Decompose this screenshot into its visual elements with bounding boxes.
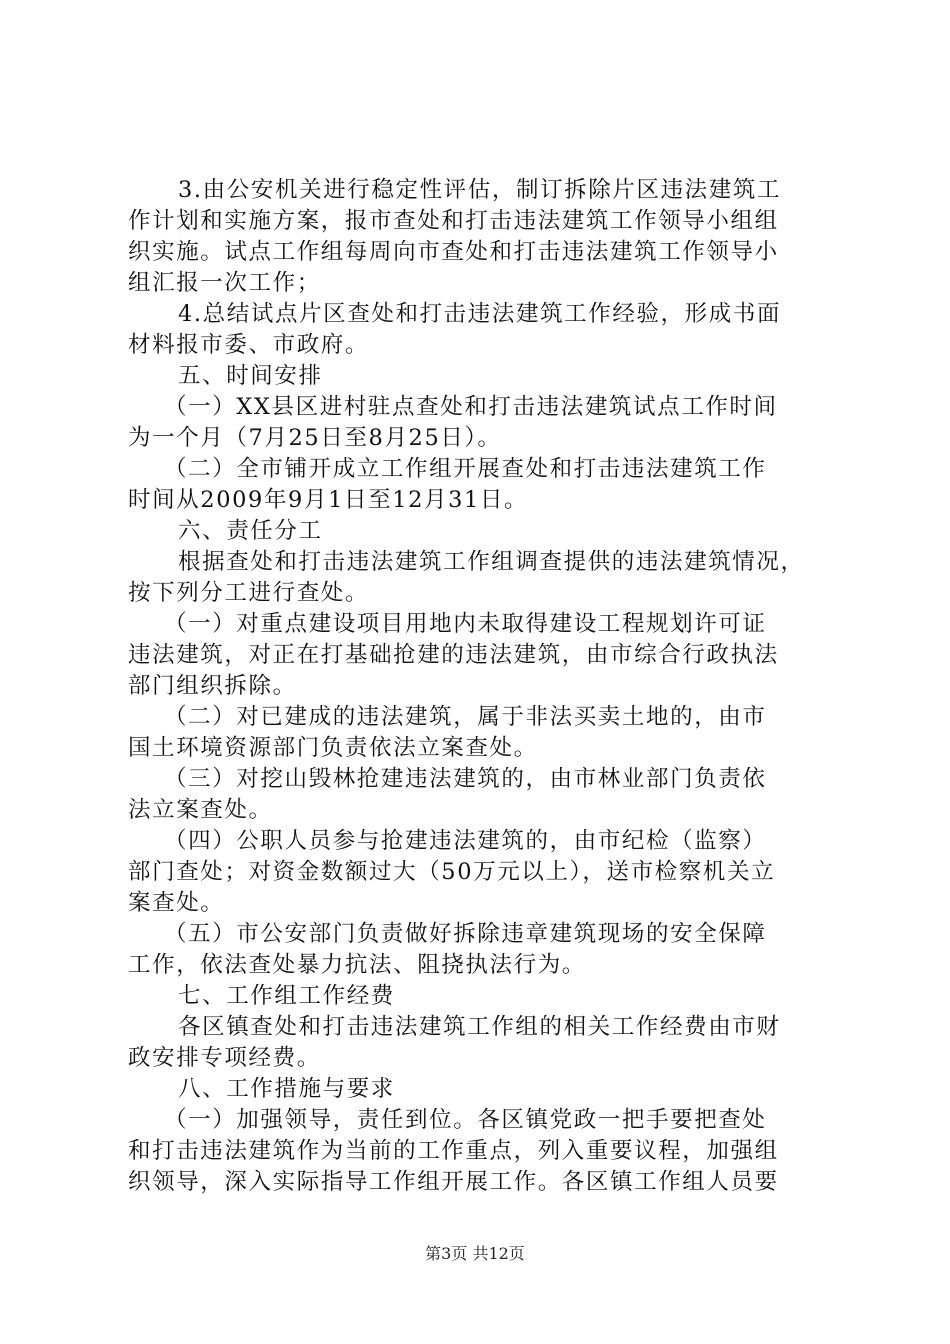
body-text-line: （二）全市铺开成立工作组开展查处和打击违法建筑工作 — [164, 456, 767, 482]
body-text-line: 织领导，深入实际指导工作组开展工作。各区镇工作组人员要 — [128, 1169, 779, 1195]
body-text-line: （一）加强领导，责任到位。各区镇党政一把手要把查处 — [164, 1107, 767, 1133]
body-text-line: 按下列分工进行查处。 — [128, 580, 370, 606]
body-text-line: 和打击违法建筑作为当前的工作重点，列入重要议程，加强组 — [128, 1138, 779, 1164]
body-text-line: 作计划和实施方案，报市查处和打击违法建筑工作领导小组组 — [128, 208, 779, 234]
body-text-line: 案查处。 — [128, 890, 225, 916]
body-text-line: （四）公职人员参与抢建违法建筑的，由市纪检（监察） — [164, 828, 767, 854]
body-text-line: 4.总结试点片区查处和打击违法建筑工作经验，形成书面 — [178, 301, 782, 327]
body-text-line: 违法建筑，对正在打基础抢建的违法建筑，由市综合行政执法 — [128, 642, 779, 668]
body-text-line: 七、工作组工作经费 — [178, 983, 395, 1009]
body-text-line: 政安排专项经费。 — [128, 1045, 321, 1071]
body-text-line: 组汇报一次工作； — [128, 270, 321, 296]
body-text-line: 五、时间安排 — [178, 363, 323, 389]
body-text-line: 八、工作措施与要求 — [178, 1076, 395, 1102]
body-text-line: （一）对重点建设项目用地内未取得建设工程规划许可证 — [164, 611, 767, 637]
body-text-line: 为一个月（7月25日至8月25日）。 — [128, 425, 502, 451]
body-text-line: 织实施。试点工作组每周向市查处和打击违法建筑工作领导小 — [128, 239, 779, 265]
body-text-line: 六、责任分工 — [178, 518, 323, 544]
body-text-line: 时间从2009年9月1日至12月31日。 — [128, 487, 529, 513]
body-text-line: 部门组织拆除。 — [128, 673, 297, 699]
body-text-line: 3.由公安机关进行稳定性评估，制订拆除片区违法建筑工 — [178, 177, 782, 203]
body-text-line: （一）XX县区进村驻点查处和打击违法建筑试点工作时间 — [164, 394, 778, 420]
page-footer: 第3页 共12页 — [425, 1244, 525, 1263]
body-text-line: 部门查处；对资金数额过大（50万元以上），送市检察机关立 — [128, 859, 776, 885]
body-text-line: （五）市公安部门负责做好拆除违章建筑现场的安全保障 — [164, 921, 767, 947]
body-text-line: 国土环境资源部门负责依法立案查处。 — [128, 735, 538, 761]
body-text-line: （二）对已建成的违法建筑，属于非法买卖土地的，由市 — [164, 704, 767, 730]
body-text-line: （三）对挖山毁林抢建违法建筑的，由市林业部门负责依 — [164, 766, 767, 792]
body-text-line: 根据查处和打击违法建筑工作组调查提供的违法建筑情况， — [178, 549, 805, 575]
body-text-line: 各区镇查处和打击违法建筑工作组的相关工作经费由市财 — [178, 1014, 781, 1040]
body-text-line: 工作，依法查处暴力抗法、阻挠执法行为。 — [128, 952, 586, 978]
body-text-line: 法立案查处。 — [128, 797, 273, 823]
body-text-line: 材料报市委、市政府。 — [128, 332, 370, 358]
